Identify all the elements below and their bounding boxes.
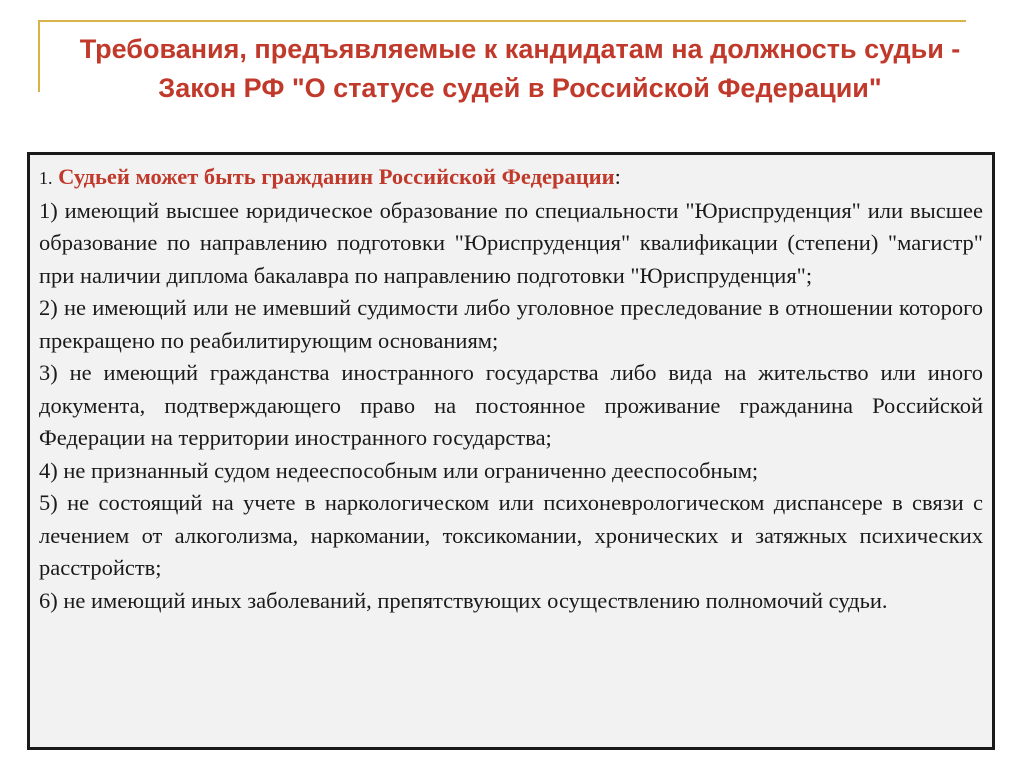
- requirements-box: [27, 152, 995, 750]
- requirement-item-6: 6) не имеющий иных заболеваний, препятствующих осуществлению полномочий судьи.: [39, 587, 888, 613]
- requirement-item-3: 3) не имеющий гражданства иностранного государства либо вида на жительство или иного документа, подтверждающего право на постоянное проживание гражданина Российской Федерации на территории иностранного государства;: [39, 360, 983, 450]
- lead-text: Судьей может быть гражданин Российской Федерации: [58, 164, 615, 189]
- slide-title: Требования, предъявляемые к кандидатам на должность судьи - Закон РФ "О статусе судей в Российской Федерации": [79, 34, 961, 103]
- lead-suffix: :: [614, 164, 621, 189]
- requirement-item-4: 4) не признанный судом недееспособным или ограниченно дееспособным;: [39, 457, 759, 483]
- lead-number: 1.: [39, 168, 53, 188]
- accent-line-top: [38, 20, 966, 22]
- requirement-item-1: 1) имеющий высшее юридическое образование по специальности "Юриспруденция" или высшее образование по направлению подготовки "Юриспруденция" квалификации (степени) "магистр" при наличии диплома бакалавра по направлению подготовки "Юриспруденция";: [39, 197, 983, 288]
- lead-paragraph: [39, 161, 983, 195]
- requirement-item-5: 5) не состоящий на учете в наркологическом или психоневрологическом диспансере в связи с лечением от алкоголизма, наркомании, токсикомании, хронических и затяжных психических расстройств;: [39, 490, 983, 580]
- requirement-item-2: 2) не имеющий или не имевший судимости либо уголовное преследование в отношении которого прекращено по реабилитирующим основаниям;: [39, 295, 983, 353]
- accent-line-left: [38, 20, 40, 92]
